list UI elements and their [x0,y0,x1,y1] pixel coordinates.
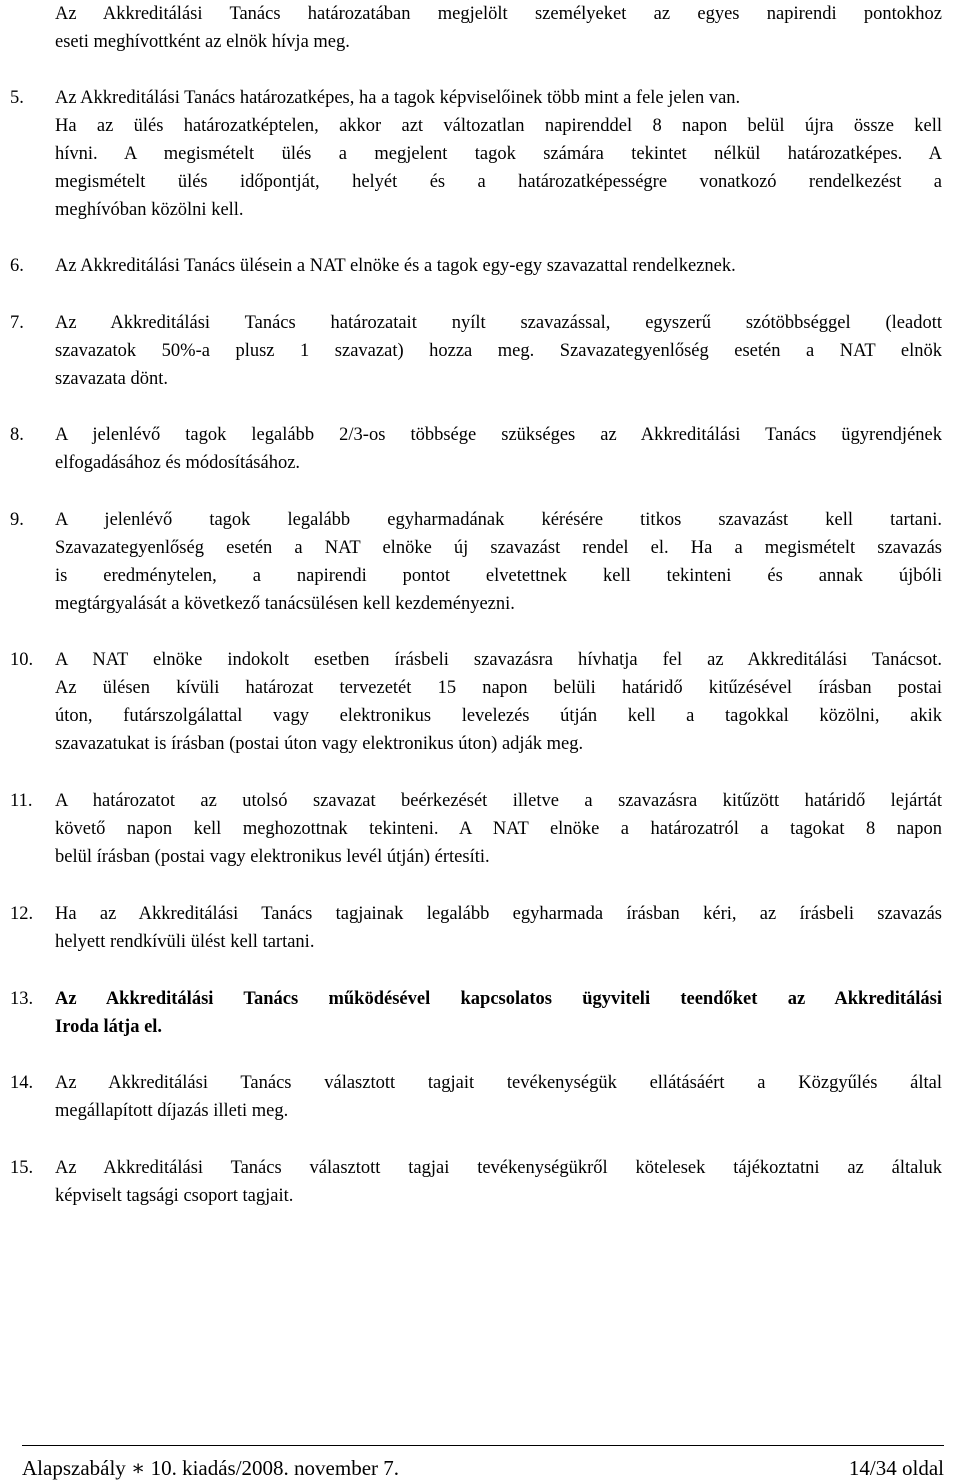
item-line: Az Akkreditálási Tanács határozatképes, ha a tagok képviselőinek több mint a fele jelen van. [55,88,741,108]
item-number: 13. [10,989,34,1009]
item-line: megismételt ülés időpontját, helyét és a határozatképességre vonatkozó rendelkezést a [55,172,942,192]
footer-page-number: 14/34 oldal [848,1456,944,1480]
item-line: Ha az Akkreditálási Tanács tagjainak legalább egyharmada írásban kéri, az írásbeli szavazás [55,904,942,924]
item-line: Az Akkreditálási Tanács határozatait nyílt szavazással, egyszerű szótöbbséggel (leadott [55,313,942,333]
item-line: követő napon kell meghozottnak tekinteni. A NAT elnöke a határozatról a tagokat 8 napon [55,819,942,839]
item-number: 5. [10,88,24,108]
item-line: hívni. A megismételt ülés a megjelent tagok számára tekintet nélkül határozatképes. A [55,144,942,164]
item-number: 14. [10,1073,34,1093]
item-number: 9. [10,510,24,530]
item-number: 12. [10,904,34,924]
item-line: megállapított díjazás illeti meg. [55,1101,289,1121]
footer-rule [22,1445,944,1446]
item-line: Ha az ülés határozatképtelen, akkor azt változatlan napirenddel 8 napon belül újra össze kell [55,116,942,136]
item-line: szavazatok 50%-a plusz 1 szavazat) hozza meg. Szavazategyenlőség esetén a NAT elnök [55,341,942,361]
item-line: A NAT elnöke indokolt esetben írásbeli szavazásra hívhatja fel az Akkreditálási Tanácsot. [55,650,942,670]
item-number: 8. [10,425,24,445]
item-line: Az Akkreditálási Tanács választott tagjai tevékenységükről kötelesek tájékoztatni az általuk [55,1158,942,1178]
item-line: szavazatukat is írásban (postai úton vagy elektronikus úton) adják meg. [55,734,584,754]
item-number: 6. [10,256,24,276]
item-number: 15. [10,1158,34,1178]
item-line: is eredménytelen, a napirendi pontot elvetettnek kell tekinteni és annak újbóli [55,566,942,586]
item-line: megtárgyalását a következő tanácsülésen kell kezdeményezni. [55,594,515,614]
item-line: szavazata dönt. [55,369,168,389]
item-number: 11. [10,791,33,811]
item-line: Iroda látja el. [55,1017,163,1037]
intro-line-1: Az Akkreditálási Tanács határozatában megjelölt személyeket az egyes napirendi pontokhoz [55,4,942,24]
item-line: képviselt tagsági csoport tagjait. [55,1186,294,1206]
item-line: Az Akkreditálási Tanács ülésein a NAT elnöke és a tagok egy-egy szavazattal rendelkeznek. [55,256,736,276]
item-line: meghívóban közölni kell. [55,200,244,220]
item-line: elfogadásához és módosításához. [55,453,301,473]
item-line: A határozatot az utolsó szavazat beérkezését illetve a szavazásra kitűzött határidő lejártát [55,791,942,811]
item-number: 7. [10,313,24,333]
intro-line-2: eseti meghívottként az elnök hívja meg. [55,32,350,52]
item-line: belül írásban (postai vagy elektronikus levél útján) értesíti. [55,847,490,867]
item-line: A jelenlévő tagok legalább 2/3-os többsége szükséges az Akkreditálási Tanács ügyrendjének [55,425,942,445]
item-line: helyett rendkívüli ülést kell tartani. [55,932,315,952]
item-line: úton, futárszolgálattal vagy elektronikus levelezés útján kell a tagokkal közölni, akik [55,706,942,726]
item-line: Az Akkreditálási Tanács működésével kapcsolatos ügyviteli teendőket az Akkreditálási [55,989,942,1009]
item-line: Szavazategyenlőség esetén a NAT elnöke új szavazást rendel el. Ha a megismételt szavazás [55,538,942,558]
item-line: Az Akkreditálási Tanács választott tagjait tevékenységük ellátásáért a Közgyűlés által [55,1073,942,1093]
item-number: 10. [10,650,34,670]
item-line: Az ülésen kívüli határozat tervezetét 15 napon belüli határidő kitűzésével írásban postai [55,678,942,698]
item-line: A jelenlévő tagok legalább egyharmadának kérésére titkos szavazást kell tartani. [55,510,942,530]
footer-left: Alapszabály ∗ 10. kiadás/2008. november 7. [22,1456,400,1480]
